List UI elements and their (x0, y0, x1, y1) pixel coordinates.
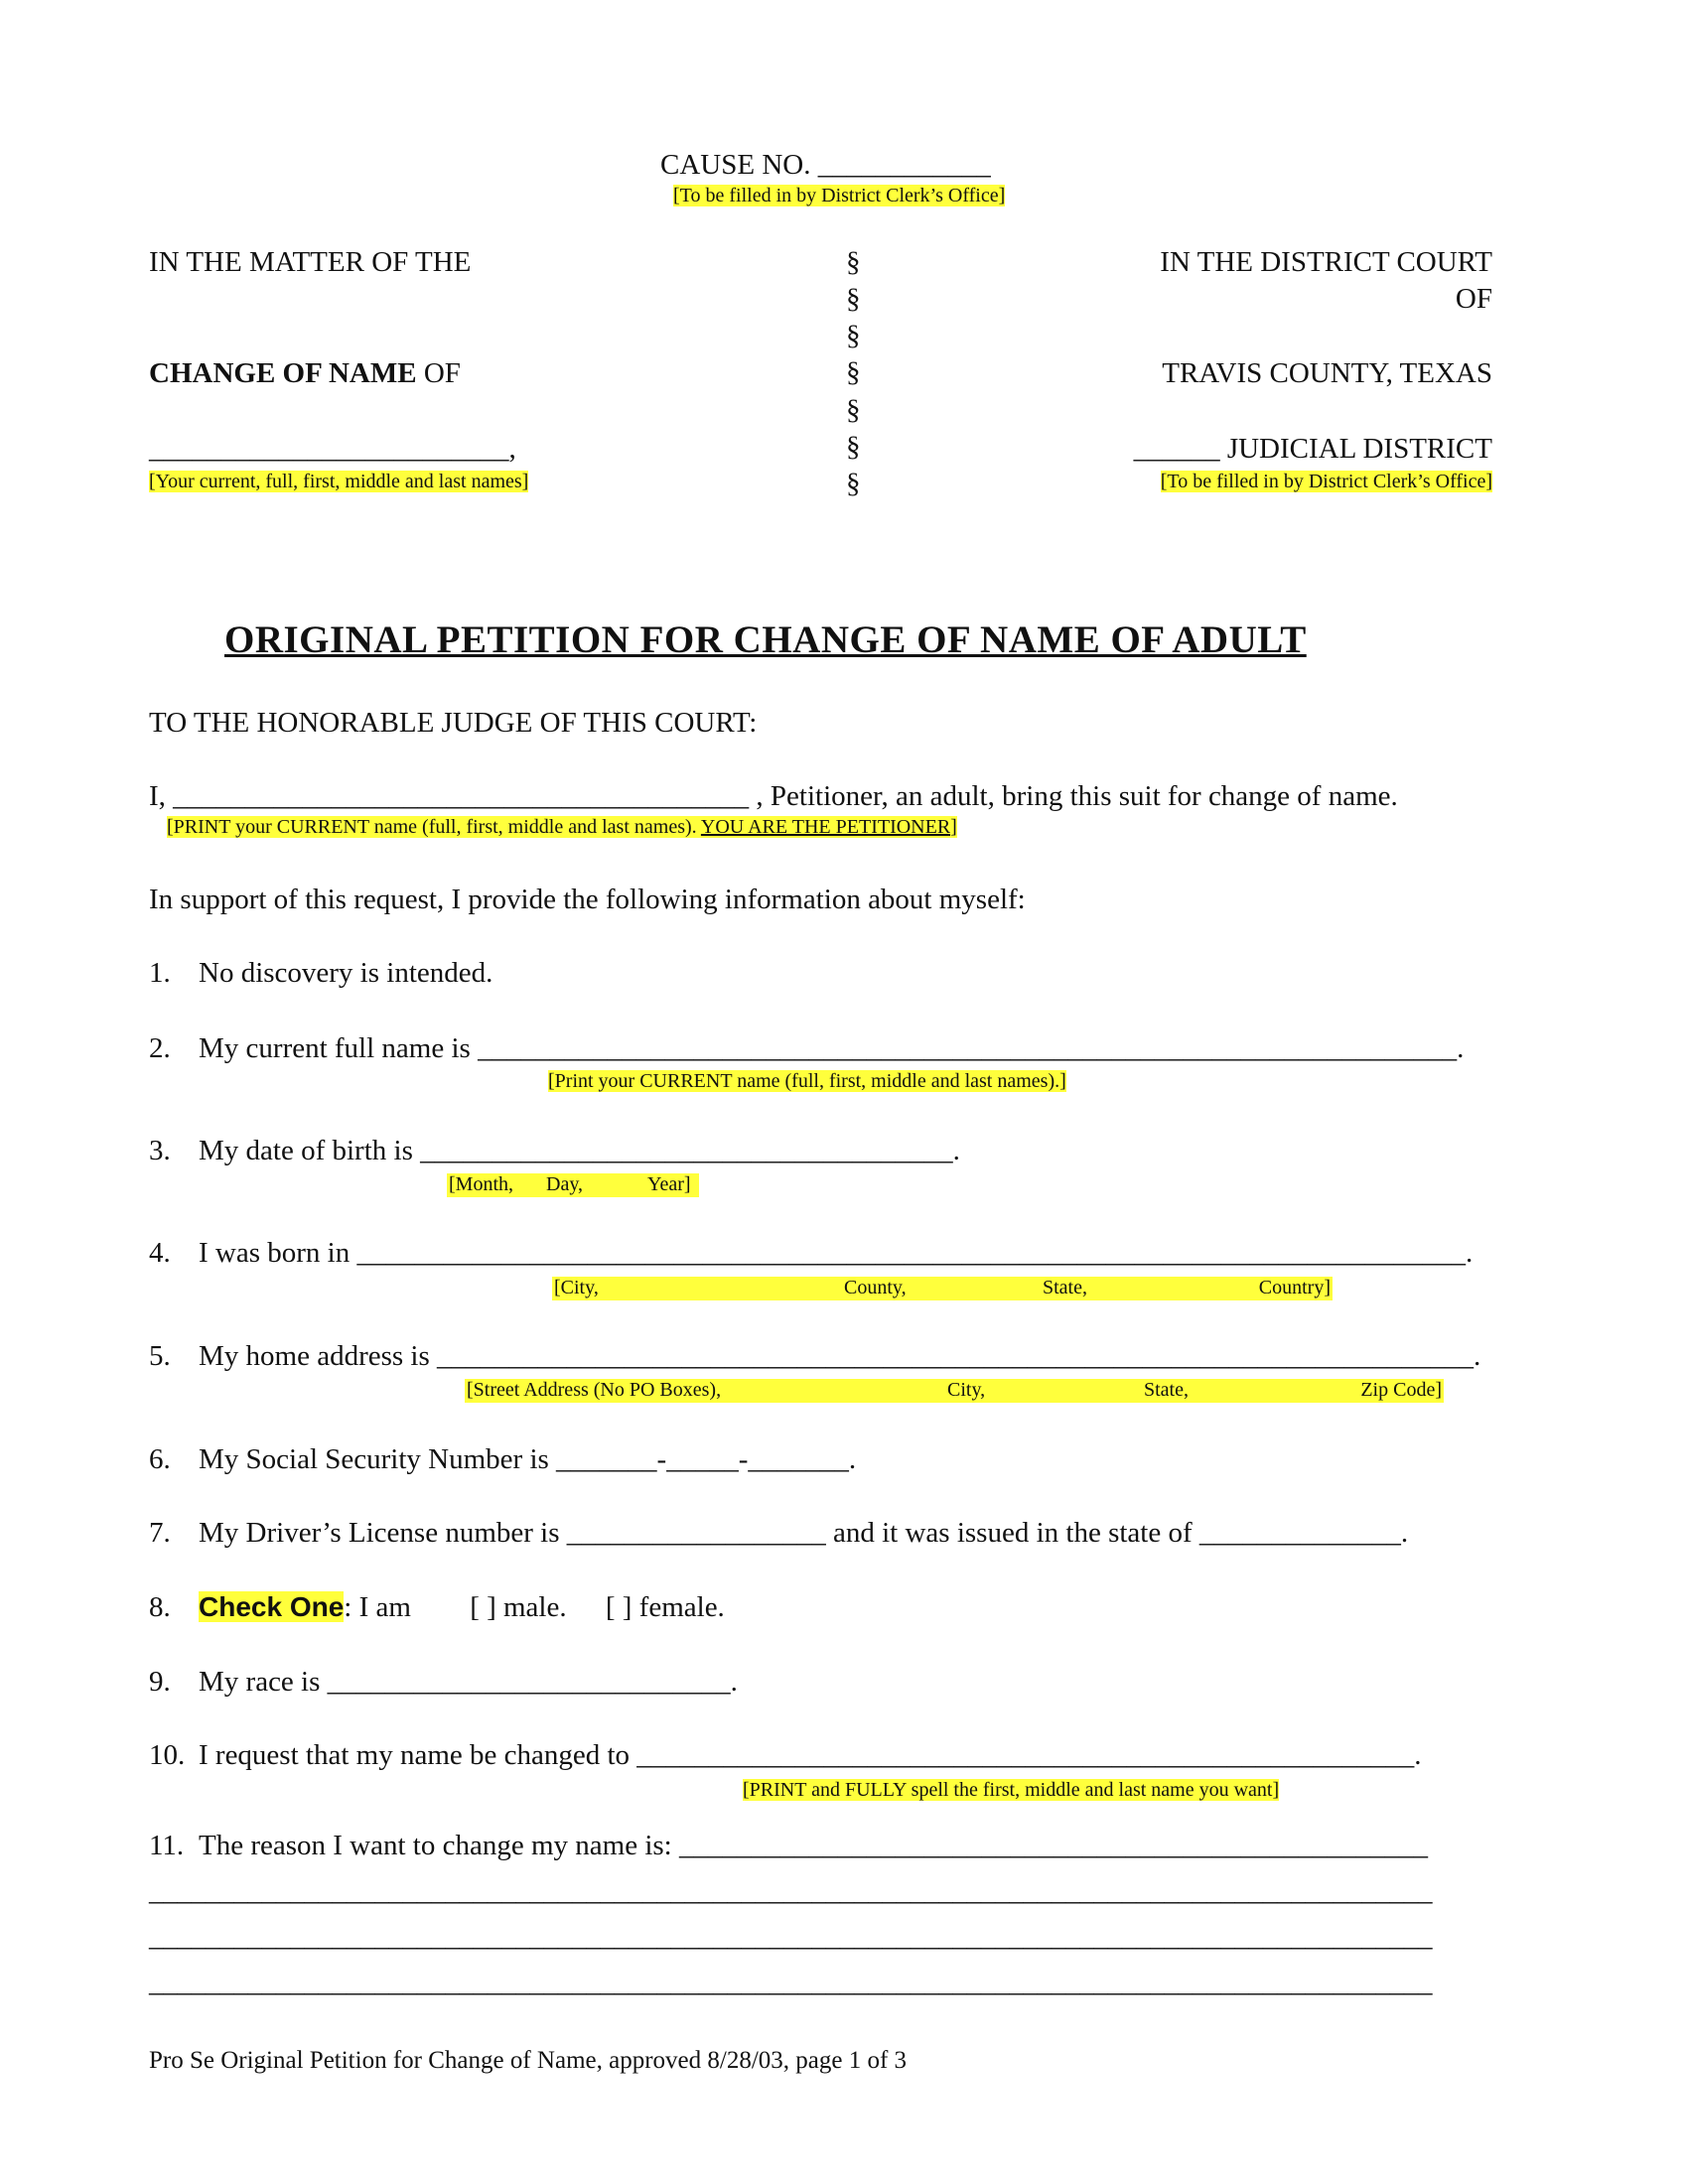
item-number: 8. (149, 1591, 171, 1623)
change-of-name-of: OF (416, 357, 461, 389)
item-10[interactable] (149, 1739, 1422, 1772)
item-number: 10. (149, 1739, 186, 1771)
item-text[interactable]: My Social Security Number is _______-_____-_______. (199, 1443, 857, 1475)
item-number: 9. (149, 1666, 171, 1698)
item-1 (149, 957, 492, 990)
of-label: OF (1455, 283, 1492, 315)
item-text[interactable]: The reason I want to change my name is: ____________________________________________________ (199, 1830, 1428, 1861)
petitioner-line[interactable]: I, ________________________________________ , Petitioner, an adult, bring this suit for change of name. (149, 780, 1398, 812)
section-symbol: § (846, 320, 861, 351)
item-11[interactable] (149, 1830, 1428, 1862)
item-number: 6. (149, 1443, 171, 1475)
item-3[interactable] (149, 1135, 960, 1167)
section-symbol: § (846, 394, 861, 426)
document-title: ORIGINAL PETITION FOR CHANGE OF NAME OF ADULT (224, 618, 1307, 661)
change-of-name-bold: CHANGE OF NAME (149, 357, 417, 389)
intro-text: In support of this request, I provide the following information about myself: (149, 884, 1026, 915)
item-4-note: [City, County, State, Country] (554, 1277, 1331, 1298)
current-name-note: [Your current, full, first, middle and last names] (149, 471, 529, 492)
item-10-note: [PRINT and FULLY spell the first, middle and last name you want] (743, 1779, 1280, 1801)
item-8 (149, 1591, 725, 1624)
item-6[interactable] (149, 1443, 856, 1476)
page-footer: Pro Se Original Petition for Change of Name, approved 8/28/03, page 1 of 3 (149, 2047, 908, 2074)
matter-of-label: IN THE MATTER OF THE (149, 246, 472, 278)
judicial-district-note: [To be filled in by District Clerk’s Office] (1160, 471, 1492, 492)
item-number: 2. (149, 1032, 171, 1064)
salutation: TO THE HONORABLE JUDGE OF THIS COURT: (149, 707, 758, 739)
item-3-note: [Month, Day, Year] (447, 1173, 699, 1197)
section-symbol: § (846, 468, 861, 499)
you-are-petitioner: YOU ARE THE PETITIONER (700, 816, 951, 838)
item-9[interactable] (149, 1666, 738, 1699)
item-text[interactable]: I was born in _____________________________________________________________________________. (199, 1237, 1474, 1269)
district-court-label: IN THE DISTRICT COURT (1160, 246, 1492, 278)
item-7[interactable] (149, 1517, 1408, 1550)
judicial-district-blank[interactable]: ______ JUDICIAL DISTRICT (1133, 433, 1492, 465)
section-symbol: § (846, 283, 861, 315)
item-number: 11. (149, 1830, 185, 1861)
item-text[interactable]: My race is ____________________________. (199, 1666, 738, 1698)
reason-blank-line[interactable]: ___________________________________________________________________________________________ (149, 1875, 1433, 1907)
item-4[interactable] (149, 1237, 1473, 1270)
item-text[interactable]: My Driver’s License number is __________________ and it was issued in the state of ______________. (199, 1517, 1409, 1549)
item-2[interactable] (149, 1032, 1464, 1065)
item-number: 5. (149, 1340, 171, 1372)
i-am-text: : I am (344, 1591, 411, 1623)
reason-blank-line[interactable]: ___________________________________________________________________________________________ (149, 1921, 1433, 1953)
item-text[interactable]: My home address is ________________________________________________________________________. (199, 1340, 1481, 1372)
item-text: No discovery is intended. (199, 957, 493, 989)
item-number: 7. (149, 1517, 171, 1549)
section-symbol: § (846, 246, 861, 278)
item-text[interactable]: I request that my name be changed to ______________________________________________________. (199, 1739, 1422, 1771)
county-label: TRAVIS COUNTY, TEXAS (1162, 357, 1492, 389)
item-5[interactable] (149, 1340, 1480, 1373)
item-number: 3. (149, 1135, 171, 1166)
item-number: 4. (149, 1237, 171, 1269)
item-number: 1. (149, 957, 171, 989)
item-2-note: [Print your CURRENT name (full, first, middle and last names).] (548, 1070, 1066, 1092)
item-text[interactable]: My current full name is ____________________________________________________________________. (199, 1032, 1465, 1064)
change-of-name-label (149, 357, 461, 390)
item-text[interactable]: My date of birth is _____________________________________. (199, 1135, 960, 1166)
current-name-blank[interactable]: _________________________, (149, 433, 516, 465)
male-checkbox[interactable]: [ ] male. (470, 1591, 567, 1623)
petitioner-note: [PRINT your CURRENT name (full, first, middle and last names). YOU ARE THE PETITIONER] (167, 816, 957, 838)
check-one-label: Check One (199, 1591, 345, 1622)
cause-note: [To be filled in by District Clerk’s Office] (673, 185, 1006, 206)
section-symbol: § (846, 356, 861, 388)
reason-blank-line[interactable]: ___________________________________________________________________________________________ (149, 1967, 1433, 1998)
section-symbol: § (846, 431, 861, 463)
item-5-note: [Street Address (No PO Boxes), City, State, Zip Code] (467, 1379, 1442, 1401)
cause-number: CAUSE NO. ____________ (660, 149, 991, 181)
female-checkbox[interactable]: [ ] female. (605, 1591, 725, 1623)
